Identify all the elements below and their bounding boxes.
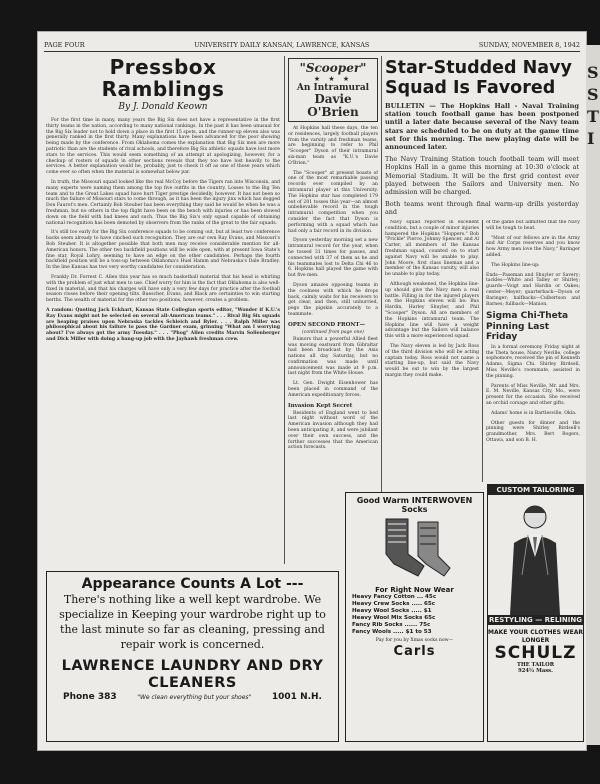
tailor-address: 924½ Mass. <box>518 668 553 675</box>
scooper-headline-box <box>288 58 378 122</box>
navy-lineup: Ends—Paseman and Shuyler or Savery; tackles—White and Talley or Shirley; guards—Voigt and Hardin or Oakes; center—Meyer; quarterback—Dyson or Baringer; halfbacks—Culbertson and Barnes; fullback—Manion. <box>486 272 580 307</box>
navy-column-right <box>486 220 580 482</box>
interwoven-socks-ad <box>345 492 484 742</box>
socks-price-item: Heavy Wool Mix Socks 65c <box>352 615 436 621</box>
invasion-paragraph: Residents of England went to bed last night without word of the American invasion although they had been anticipating it, and were jubilant over their own success, and the further successes that the American action forecasts. <box>288 410 378 451</box>
socks-illustration <box>346 514 483 584</box>
laundry-slogan: "We clean everything but your shoes" <box>137 693 252 701</box>
pressbox-random-notes: A random: Quoting Jack Eckhart, Kansas State Collegian sports editor, "Wonder if K.U.'s Ray Evans might not be selected on several all-American teams." . . . Rival Big Six squads are heaping praises upon Nebraska tackles Schleich and Byler. . . . Ralph Miller was philosophical about his failure to pass the Gardner exam, grinning "What am I worrying about? I've always got the army Tuesday." . . . "Phog" Allen credits Marvin Sollenberger and Dick Miller with doing a bang-up job with the Jayhawk freshman crew. <box>46 307 280 342</box>
navy-paragraph: Navy squad reported in excellent condition, but a couple of minor injuries hampered the Hopkins "Hoppers." Bob "Prickle" Pierce, Johnny Spencer, and Al Carter, all members of the Kansas freshman squad, counted on to start against Navy will be unable to play. John Moore, first class lineman and a member of the Kansas varsity, will also be unable to play today. <box>385 220 479 278</box>
navy-story <box>385 58 579 218</box>
navy-paragraph: "Most of our fellows are in the Army and Air Corps reserves and you know how Army men love the Navy," Baringer added. <box>486 235 580 258</box>
sigma-paragraph: In a formal ceremony Friday night at the Theta house, Nancy Neville, college sophomore, received the pin of Kenneth Adams, Sigma Chi. Shirley Birdsell, Miss Neville's roommate, assisted in the pinning. <box>486 344 580 379</box>
navy-lead: The Navy Training Station touch football team will meet Hopkins Hall in a game this morning at 10:30 o'clock at Memorial Stadium. It will be the first grid contest ever played between the Sailors and University men. No admission will be charged. <box>385 155 579 197</box>
edge-letter: S <box>587 63 599 82</box>
page-number: PAGE FOUR <box>44 41 85 49</box>
newspaper-page <box>38 32 586 750</box>
carls-logo: Carls <box>393 643 436 659</box>
socks-price-item: Heavy Wool Socks ..... $1 <box>352 608 432 614</box>
laundry-phone: Phone 383 <box>63 692 117 702</box>
scooper-title: "Scooper" <box>299 61 367 75</box>
pressbox-paragraph: For the first time in many, many years the Big Six does not have a representative in the first thirty teams in the nation, according to many national rankings. In the past it has been unusual for the Big Six leader not to hold down a place in the first 15 spots, and the runner-up eleven also was generally ranked in the first thirty. Many explanations have been advanced for the poor showing being made by the conference. From Oklahoma comes the explanation that Big Six men are more patriotic than are the students of rival schools, and therefore Big Six athletic squads have lost more stars to the services. This would seem something of an attempt at apologizing, however, for a checkup of rosters of squads in other sections reveals that they too have lost heavily to the services. A better explanation would be, probably, just to check it off as one of those years which come ever so often when the material is somewhat below par. <box>46 118 280 176</box>
tailor-restyling-banner: RESTYLING — RELINING <box>489 616 582 624</box>
schulz-tailor-ad <box>487 484 584 742</box>
sigma-paragraph: Adams' home is in Bartlesville, Okla. <box>491 410 577 416</box>
socks-ad-footnote: Pay for you by Xmas socks now— <box>375 638 454 643</box>
socks-price-item: Fancy Rib Socks ...... 75c <box>352 622 431 628</box>
scooper-stars: ★ ★ ★ <box>313 75 353 83</box>
navy-paragraph: The Hopkins line-up: <box>491 262 540 268</box>
socks-price-item: Heavy Fancy Cotton ... 45c <box>352 594 437 600</box>
continued-line: (continued from page one) <box>302 329 364 335</box>
sigma-paragraph: Other guests for dinner and the pinning were Shirley Birdsell's grandmother, Mrs. Bert Rogers, Ottawa, and son B. H. <box>486 420 580 444</box>
navy-column-left <box>385 220 479 516</box>
pressbox-title: Pressbox Ramblings <box>101 56 225 101</box>
laundry-headline: Appearance Counts A Lot --- <box>81 576 304 592</box>
page-header <box>44 39 580 52</box>
navy-bulletin: BULLETIN — The Hopkins Hall - Naval Training station touch football game has been postponed until a later date because several of the Navy team stars are scheduled to be on duty at the game time set for this morning. The new playing date will be announced later. <box>385 102 579 152</box>
navy-paragraph: The Navy eleven is led by Jack Ross of the third division who will be acting captain today. Ross would not name a starting line-up, but said the Navy would be out to win by the largest margin they could make. <box>385 343 479 378</box>
second-front-paragraph: Lt. Gen. Dwight Eisenhower has been placed in command of the American expeditionary forces. <box>288 381 378 398</box>
navy-headline: Star-Studded Navy Squad Is Favored <box>385 58 572 98</box>
edge-letter: T <box>587 107 599 126</box>
tailor-name: SCHULZ <box>494 643 577 663</box>
navy-paragraph: of the game but admitted that the Navy will be tough to beat. <box>486 220 580 231</box>
pressbox-paragraph: It's still too early for the Big Six conference squads to be coming out, but at least two conference backs seem already to have cinched such recognition. They are our own Ray Evans, and Missouri's Bob Steuber. It is altogether possible that both men may receive considerable mention for all-American honors. The other two backfield positions will be wide open, with at present Iowa State's fine star, Royal Lohry, seeming to have an edge on the other candidates. Perhaps the fourth backfield position will be a toss-up between Oklahoma's Huel Hamm and Nebraska's Dale Bradley. In the line Kansas has two very worthy candidates for consideration. <box>46 230 280 271</box>
scooper-name: Davie O'Brien <box>307 92 359 119</box>
scooper-paragraph: The "Scooper" at present boasts of one of the most remarkable passing records ever compiled by an intramural player at this University. The Hopkins star has completed 179 out of 201 tosses this year—an almost unbelievable record in the tough intramural competition when you consider the fact that Dyson is performing with a squad which has had only a fair record in its division. <box>288 170 378 234</box>
edge-letter: I <box>587 129 595 148</box>
pressbox-column <box>46 56 280 564</box>
navy-lead-2: Both teams went through final warm-up drills yesterday and <box>385 200 579 217</box>
laundry-address: 1001 N.H. <box>271 692 322 702</box>
edge-letter: S <box>587 85 599 104</box>
tailor-subtitle: THE TAILOR <box>516 662 555 668</box>
pressbox-paragraph: Frankly Dr. Forrest C. Allen this year has so much basketball material that his head is whirling with the problem of just what men to use. Chief worry for him is the fact that Oklahoma is also well-fixed in material, and that his charges will have only a very few days for practice after the football season closes before their opening tilts. Buescher, Evans, and Black are certainties to win starting berths. The wealth of material for the other two positions, however, creates a problem. <box>46 274 280 304</box>
tailor-ad-banner: CUSTOM TAILORING <box>488 485 583 495</box>
second-front-subhead: OPEN SECOND FRONT— <box>288 321 365 328</box>
scooper-paragraph: Dyson yesterday morning set a new intramural record for the year, when he tossed 31 times for passes, and connected with 37 of them as he and his teammates lost to Delta Chi 46 to 6. Hopkins hall played the game with but five men. <box>288 238 378 279</box>
column-rule <box>381 56 382 564</box>
scooper-paragraph: At Hopkins hall these days, the ten or residences, largely football players from the varsity and freshman teams, are beginning to refer to Phil "Scooper" Dyson of their intramural six-man team as "K.U.'s Davie O'Brien." <box>288 126 378 166</box>
column-rule <box>284 56 285 564</box>
socks-price-item: Fancy Wools ..... $1 to 53 <box>352 629 432 635</box>
pressbox-byline: By J. Donald Keown <box>118 102 208 112</box>
scooper-column <box>288 58 378 564</box>
socks-ad-subtitle: For Right Now Wear <box>375 586 454 594</box>
socks-price-list <box>346 594 483 636</box>
navy-paragraph: Although weakened, the Hopkins line-up should give the Navy men a real battle. Filling in for the injured players on the Hopkins eleven will be: Bus Hardin, Harley Shuyler, and Phil "Scooper" Dyson. All are members of the Hopkins intramural team. The Hopkins line will have a weight advantage but the Sailors will balance this with a more experienced squad. <box>385 281 479 340</box>
socks-price-item: Heavy Crew Socks ..... 65c <box>352 601 436 607</box>
paper-name: UNIVERSITY DAILY KANSAN, LAWRENCE, KANSAS <box>194 41 370 49</box>
second-front-paragraph: Rumors that a powerful Allied fleet was moving eastward from Gibraltar had been broadcast by the Axis nations all day Saturday, but no confirmation was made until announcement was made at 9 p.m. last night from the White House. <box>288 336 378 377</box>
suited-man-illustration <box>488 495 583 615</box>
lawrence-laundry-ad <box>46 571 339 742</box>
issue-date: SUNDAY, NOVEMBER 8, 1942 <box>478 41 580 49</box>
laundry-footer <box>47 692 338 702</box>
column-rule <box>482 220 483 482</box>
scooper-subtitle: An Intramural <box>296 83 370 93</box>
pressbox-paragraph: In truth, the Missouri squad looked like the real McCoy before the Tigers ran into Wisconsin, and many experts were naming them among the top five outfits in the country. Losses to the Big Ten team and to the Great Lakes squad have hurt Tiger prestige decidedly, however. It has not been so much the failure of Missouri stars to come through, as it has been the injury jinx which has dogged Don Faurot's men. Certainly Bob Steuber has been everything they said he would be when he was a freshman, but no others in the top flight have been on the bench with injuries or has been slowed down on the field with bad knees and such. Thus the Big Six's only squad capable of obtaining national recognition has been demoted by observers from the ranks of the great to the fair squads. <box>46 179 280 226</box>
laundry-body-text: There's nothing like a well kept wardrobe. We specialize in Keeping your wardrobe right up to the last minute so far as cleaning, pressing and repair work is concerned. <box>59 593 326 651</box>
socks-ad-title: Good Warm INTERWOVEN Socks <box>356 496 473 514</box>
adjacent-page-edge <box>586 45 600 745</box>
sigma-paragraph: Parents of Miss Neville, Mr. and Mrs. E. M. Neville, Kansas City, Mo., were present for the occasion. She received an orchid corsage and other gifts. <box>486 383 580 407</box>
laundry-business-name: LAWRENCE LAUNDRY AND DRY CLEANERS <box>61 658 324 691</box>
invasion-subhead: Invasion Kept Secret <box>288 402 353 409</box>
tailor-tagline: MAKE YOUR CLOTHES WEAR LONGER <box>488 629 583 644</box>
scooper-paragraph: Dyson amazes opposing teams in the coolness with which he drops back, calmly waits for his receivers to get clear, and then, still unhurried, pegs the pigskin accurately to a teammate. <box>288 282 378 317</box>
sigma-headline: Sigma Chi-Theta Pinning Last Friday <box>486 311 569 343</box>
